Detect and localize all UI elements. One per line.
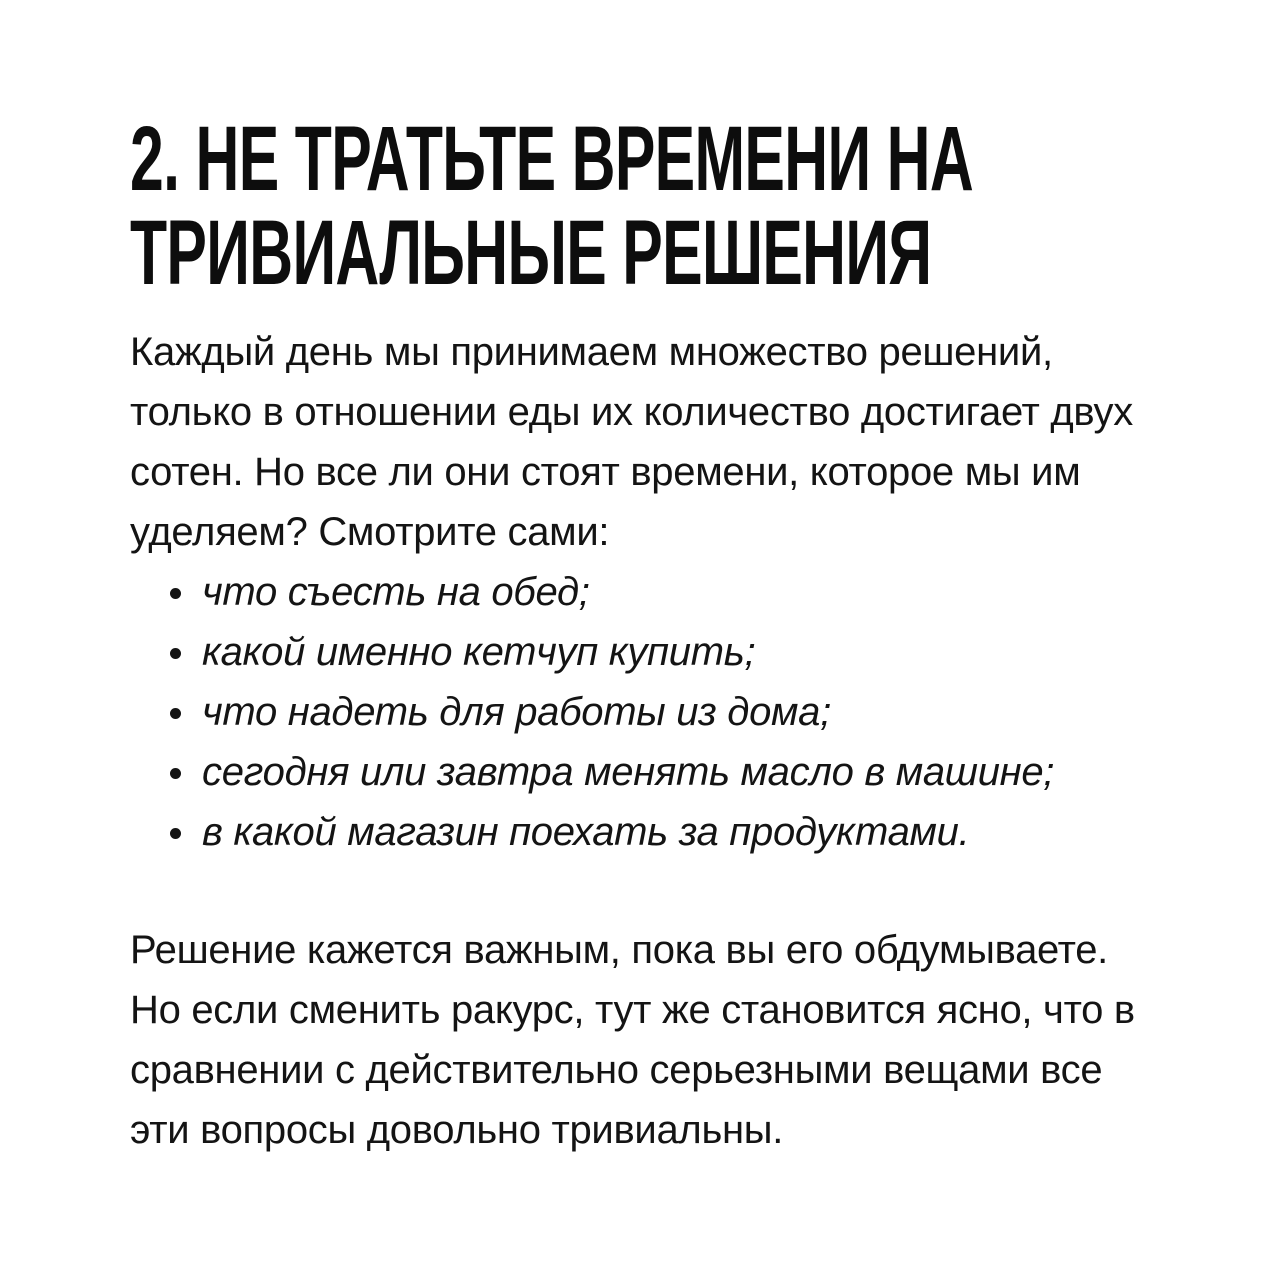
title-line: ТРИВИАЛЬНЫЕ РЕШЕНИЯ: [130, 202, 932, 304]
slide-content: [130, 108, 1240, 1160]
intro-line: сотен. Но все ли они стоят времени, которое мы им: [130, 450, 1081, 494]
bullet-dot-icon: [170, 588, 181, 599]
bullet-dot-icon: [170, 768, 181, 779]
intro-paragraph: [130, 322, 1240, 562]
list-item-text: что надеть для работы из дома;: [202, 690, 831, 734]
examples-list: [130, 562, 1240, 862]
bullet-dot-icon: [170, 828, 181, 839]
list-item: [130, 682, 1240, 742]
list-item-text: в какой магазин поехать за продуктами.: [202, 810, 970, 854]
conclusion-line: Решение кажется важным, пока вы его обдумываете.: [130, 928, 1108, 972]
list-item: [130, 802, 1240, 862]
intro-line: уделяем? Смотрите сами:: [130, 510, 610, 554]
list-item: [130, 562, 1240, 622]
intro-line: только в отношении еды их количество достигает двух: [130, 390, 1133, 434]
bullet-dot-icon: [170, 648, 181, 659]
conclusion-line: эти вопросы довольно тривиальны.: [130, 1108, 784, 1152]
conclusion-paragraph: [130, 920, 1240, 1160]
intro-line: Каждый день мы принимаем множество решений,: [130, 330, 1053, 374]
title-line: 2. НЕ ТРАТЬТЕ ВРЕМЕНИ НА: [130, 108, 974, 210]
list-item-text: какой именно кетчуп купить;: [202, 630, 756, 674]
list-item: [130, 742, 1240, 802]
bullet-dot-icon: [170, 708, 181, 719]
conclusion-line: сравнении с действительно серьезными вещами все: [130, 1048, 1103, 1092]
list-item-text: сегодня или завтра менять масло в машине;: [202, 750, 1055, 794]
conclusion-line: Но если сменить ракурс, тут же становится ясно, что в: [130, 988, 1135, 1032]
list-item-text: что съесть на обед;: [202, 570, 590, 614]
slide-title: [130, 108, 1120, 304]
list-item: [130, 622, 1240, 682]
